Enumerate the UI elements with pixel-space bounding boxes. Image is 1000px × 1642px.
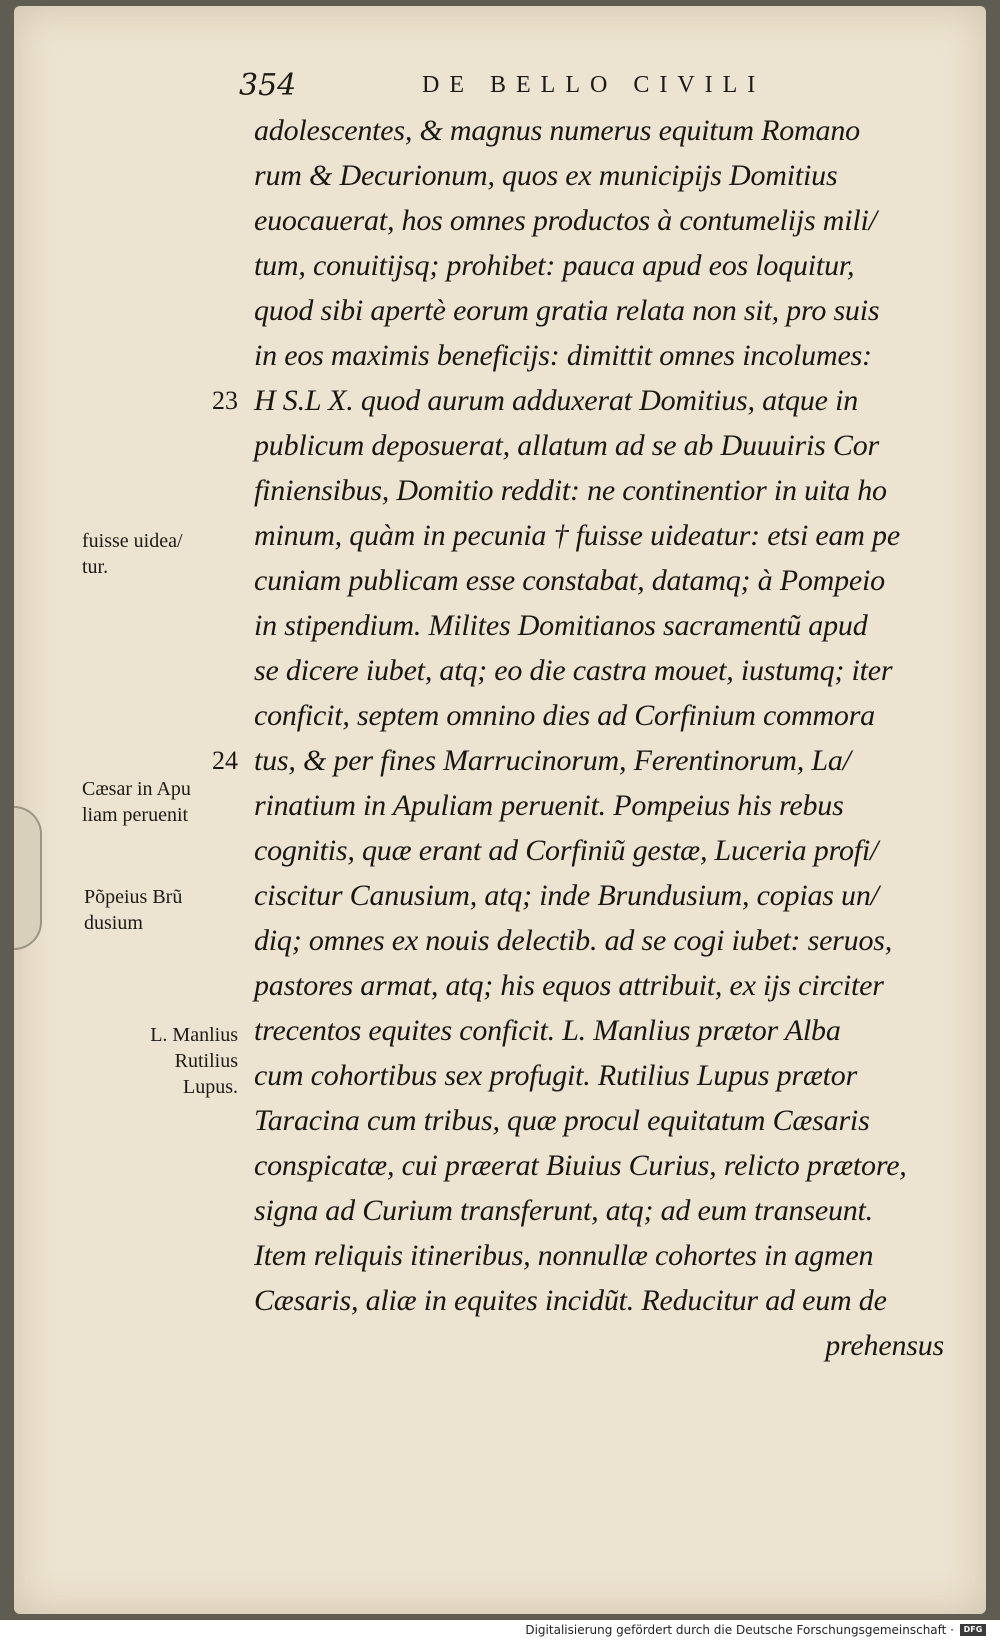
margin-note bbox=[82, 528, 183, 580]
text-line: rinatium in Apuliam peruenit. Pompeius his rebus bbox=[254, 789, 844, 822]
text-line: Cæsaris, aliæ in equites incidũt. Reducitur ad eum de bbox=[254, 1284, 887, 1317]
margin-note-line: Põpeius Brũ bbox=[84, 886, 183, 908]
page-clasp bbox=[14, 806, 42, 950]
margin-note-line: liam peruenit bbox=[82, 804, 189, 826]
text-line: minum, quàm in pecunia † fuisse uideatur: etsi eam pe bbox=[254, 519, 900, 552]
running-head bbox=[14, 68, 986, 108]
text-line: H S.L X. quod aurum adduxerat Domitius, atque in bbox=[254, 384, 859, 417]
margin-note-line: Rutilius bbox=[174, 1050, 238, 1072]
margin-note-line: L. Manlius bbox=[150, 1024, 238, 1046]
book-title: DE BELLO CIVILI bbox=[422, 72, 766, 98]
text-line: euocauerat, hos omnes productos à contumelijs mili/ bbox=[254, 204, 877, 237]
text-line: cognitis, quæ erant ad Corfiniũ gestæ, Luceria profi/ bbox=[254, 834, 879, 867]
text-line: pastores armat, atq; his equos attribuit, ex ijs circiter bbox=[254, 969, 884, 1002]
text-line: diq; omnes ex nouis delectib. ad se cogi iubet: seruos, bbox=[254, 924, 893, 957]
chapter-number: 23 bbox=[212, 386, 238, 415]
text-line: conficit, septem omnino dies ad Corfinium commora bbox=[254, 699, 875, 732]
funding-notice: Digitalisierung gefördert durch die Deutsche Forschungsgemeinschaft · bbox=[525, 1623, 954, 1637]
margin-note-line: fuisse uidea/ bbox=[82, 530, 183, 552]
text-line: cum cohortibus sex profugit. Rutilius Lupus prætor bbox=[254, 1059, 858, 1092]
text-line: tus, & per fines Marrucinorum, Ferentinorum, La/ bbox=[254, 744, 851, 777]
text-line: in eos maximis beneficijs: dimittit omnes incolumes: bbox=[254, 339, 872, 372]
text-line: publicum deposuerat, allatum ad se ab Duuuiris Cor bbox=[254, 429, 879, 462]
footer bbox=[0, 1620, 1000, 1642]
margin-note-line: Cæsar in Apu bbox=[82, 778, 191, 800]
chapter-number: 24 bbox=[212, 746, 238, 775]
margin-note-line: dusium bbox=[84, 912, 143, 934]
margin-note-line: tur. bbox=[82, 556, 109, 578]
text-line: Taracina cum tribus, quæ procul equitatum Cæsaris bbox=[254, 1104, 870, 1137]
page-number: 354 bbox=[239, 68, 297, 103]
margin-note bbox=[104, 1022, 238, 1100]
text-line: ciscitur Canusium, atq; inde Brundusium, copias un/ bbox=[254, 879, 879, 912]
text-line: tum, conuitijsq; prohibet: pauca apud eos loquitur, bbox=[254, 249, 855, 282]
margin-note-line: Lupus. bbox=[183, 1076, 238, 1098]
body-text bbox=[254, 108, 954, 1368]
text-line: quod sibi apertè eorum gratia relata non sit, pro suis bbox=[254, 294, 880, 327]
margin-note bbox=[84, 884, 182, 936]
text-line: cuniam publicam esse constabat, datamq; à Pompeio bbox=[254, 564, 885, 597]
text-line: adolescentes, & magnus numerus equitum Romano bbox=[254, 114, 860, 147]
text-line: signa ad Curium transferunt, atq; ad eum transeunt. bbox=[254, 1194, 873, 1227]
text-line: conspicatæ, cui præerat Biuius Curius, relicto prætore, bbox=[254, 1149, 907, 1182]
catchword: prehensus bbox=[825, 1329, 944, 1362]
text-line: rum & Decurionum, quos ex municipijs Domitius bbox=[254, 159, 838, 192]
dfg-logo: DFG bbox=[960, 1624, 986, 1636]
margin-note bbox=[82, 776, 191, 828]
text-line: se dicere iubet, atq; eo die castra mouet, iustumq; iter bbox=[254, 654, 893, 687]
text-line: in stipendium. Milites Domitianos sacramentũ apud bbox=[254, 609, 868, 642]
book-page bbox=[14, 6, 986, 1614]
text-line: finiensibus, Domitio reddit: ne continentior in uita ho bbox=[254, 474, 887, 507]
text-line: Item reliquis itineribus, nonnullæ cohortes in agmen bbox=[254, 1239, 874, 1272]
text-line: trecentos equites conficit. L. Manlius prætor Alba bbox=[254, 1014, 841, 1047]
